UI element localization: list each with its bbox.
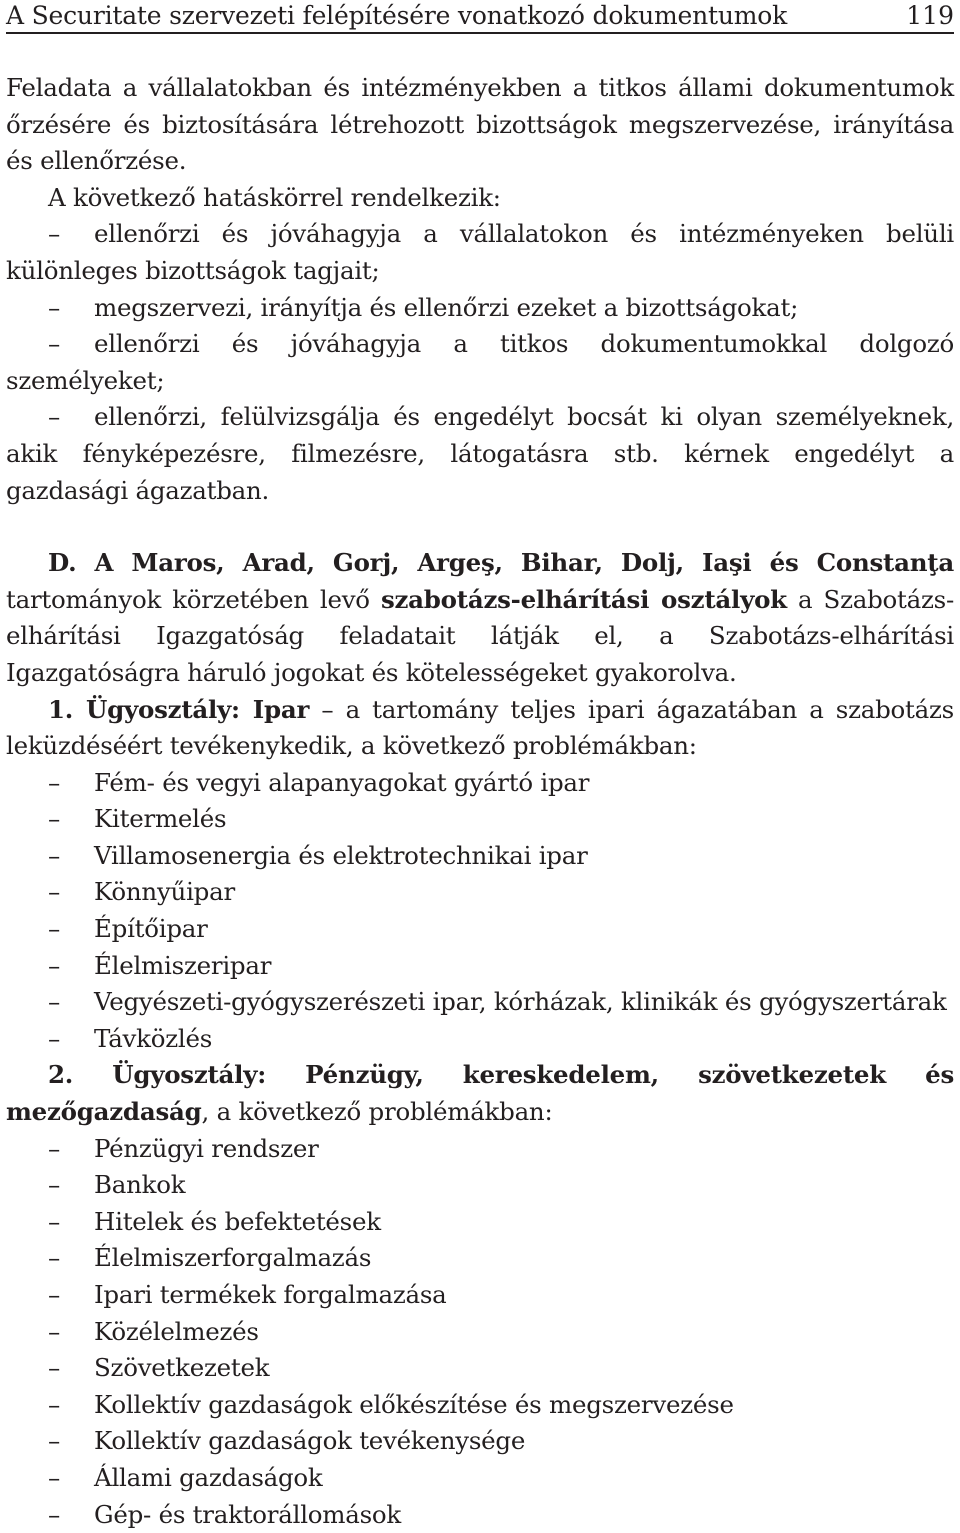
dept1-heading: 1. Ügyosztály: Ipar [48,694,310,724]
dash-marker: – [48,1426,60,1456]
list-item-text: ellenőrzi, felülvizsgálja és engedélyt bocsát ki olyan személyeknek, akik fényképezésre, filmezésre, látogatásra stb. kérnek engedélyt a gazdasági ágazatban. [6,402,954,505]
list-item-text: Könnyűipar [94,877,235,907]
list-item-text: Távközlés [94,1023,213,1053]
dept2-paragraph [6,1057,954,1130]
list-item [6,1387,954,1424]
list-item [6,1131,954,1168]
section-spacer [6,509,954,545]
list-item [6,326,954,399]
dash-marker: – [48,840,60,870]
list-item-text: Kollektív gazdaságok tevékenysége [94,1426,526,1456]
list-item-text: Hitelek és befektetések [94,1206,381,1236]
list-item [6,948,954,985]
list-item [6,1314,954,1351]
section-d-paragraph [6,545,954,691]
dash-marker: – [48,1499,60,1529]
dept1-text: – a tartomány teljes ipari ágazatában a szabotázs leküzdéséért tevékenykedik, a következő problémákban: [6,694,954,761]
dash-marker: – [48,1243,60,1273]
list-item-text: Pénzügyi rendszer [94,1133,319,1163]
list-item-text: ellenőrzi és jóváhagyja a vállalatokon és intézményeken belüli különleges bizottságok tagjait; [6,219,954,285]
list-item-text: Vegyészeti-gyógyszerészeti ipar, kórházak, klinikák és gyógyszertárak [94,987,947,1017]
list-item-text: Fém- és vegyi alapanyagokat gyártó ipar [94,767,590,797]
list-item [6,290,954,327]
dash-marker: – [48,1389,60,1419]
list-item-text: Állami gazdaságok [94,1462,323,1492]
list-item [6,984,954,1021]
dash-marker: – [48,219,60,249]
section-d-lead: D. A Maros, Arad, Gorj, Argeş, Bihar, Dolj, Iaşi és Constanţa [48,548,954,578]
header-title: A Securitate szervezeti felépítésére vonatkozó dokumentumok [6,1,788,30]
list-item-text: Szövetkezetek [94,1353,270,1383]
dept2-heading: 2. Ügyosztály: Pénzügy, kereskedelem, szövetkezetek és mezőgazdaság [6,1060,954,1127]
paragraph: A következő hatáskörrel rendelkezik: [48,182,501,212]
dash-marker: – [48,329,60,359]
body-text [6,70,954,1533]
list-item [6,765,954,802]
list-item-text: ellenőrzi és jóváhagyja a titkos dokumentumokkal dolgozó személyeket; [6,329,954,395]
list-item-text: Ipari termékek forgalmazása [94,1280,447,1309]
dash-marker: – [48,950,60,980]
dash-marker: – [48,987,60,1017]
dash-marker: – [48,767,60,797]
list-item [6,911,954,948]
section-d-text: a Szabotázs-elhárítási Igazgatóság feladatait látják el, a Szabotázs-elhárítási Igazgatóságra háruló jogokat és kötelességeket gyakorolva. [6,584,954,687]
list-item-text: Közélelmezés [94,1316,259,1346]
list-item-text: Villamosenergia és elektrotechnikai ipar [94,840,588,870]
list-item [6,1497,954,1533]
dash-marker: – [48,804,60,834]
section-d-bold: szabotázs-elhárítási osztályok [380,584,787,614]
dash-marker: – [48,1206,60,1236]
dash-marker: – [48,402,60,432]
list-item [6,1423,954,1460]
list-item-text: Élelmiszeripar [94,950,272,980]
dash-marker: – [48,1023,60,1053]
list-item [6,1240,954,1277]
list-item-text: Kitermelés [94,804,227,834]
dash-marker: – [48,1462,60,1492]
list-item [6,399,954,509]
paragraph: Feladata a vállalatokban és intézményekben a titkos állami dokumentumok őrzésére és biztosítására létrehozott bizottságok megszervezése, irányítása és ellenőrzése. [6,73,954,176]
dept2-text: , a következő problémákban: [201,1097,553,1127]
list-item-text: Gép- és traktorállomások [94,1499,402,1529]
dash-marker: – [48,1316,60,1346]
list-item-text: Bankok [94,1170,186,1200]
list-item [6,874,954,911]
list-item [6,838,954,875]
dept1-paragraph [6,692,954,765]
list-item-text: megszervezi, irányítja és ellenőrzi ezeket a bizottságokat; [94,292,799,322]
list-item [6,1460,954,1497]
list-item [6,1021,954,1058]
dash-marker: – [48,1170,60,1200]
list-item [6,1167,954,1204]
list-item-text: Építőipar [94,914,208,944]
list-item-text: Élelmiszerforgalmazás [94,1243,372,1273]
section-d-text: tartományok körzetében levő [6,584,381,614]
dash-marker: – [48,877,60,907]
list-item [6,801,954,838]
list-item [6,1277,954,1314]
list-item [6,1350,954,1387]
dash-marker: – [48,292,60,322]
list-item [6,1204,954,1241]
dash-marker: – [48,1280,60,1309]
list-item-text: Kollektív gazdaságok előkészítése és megszervezése [94,1389,734,1419]
page-number: 119 [906,1,954,30]
dash-marker: – [48,914,60,944]
list-item [6,216,954,289]
dash-marker: – [48,1133,60,1163]
running-header [6,0,954,34]
dash-marker: – [48,1353,60,1383]
